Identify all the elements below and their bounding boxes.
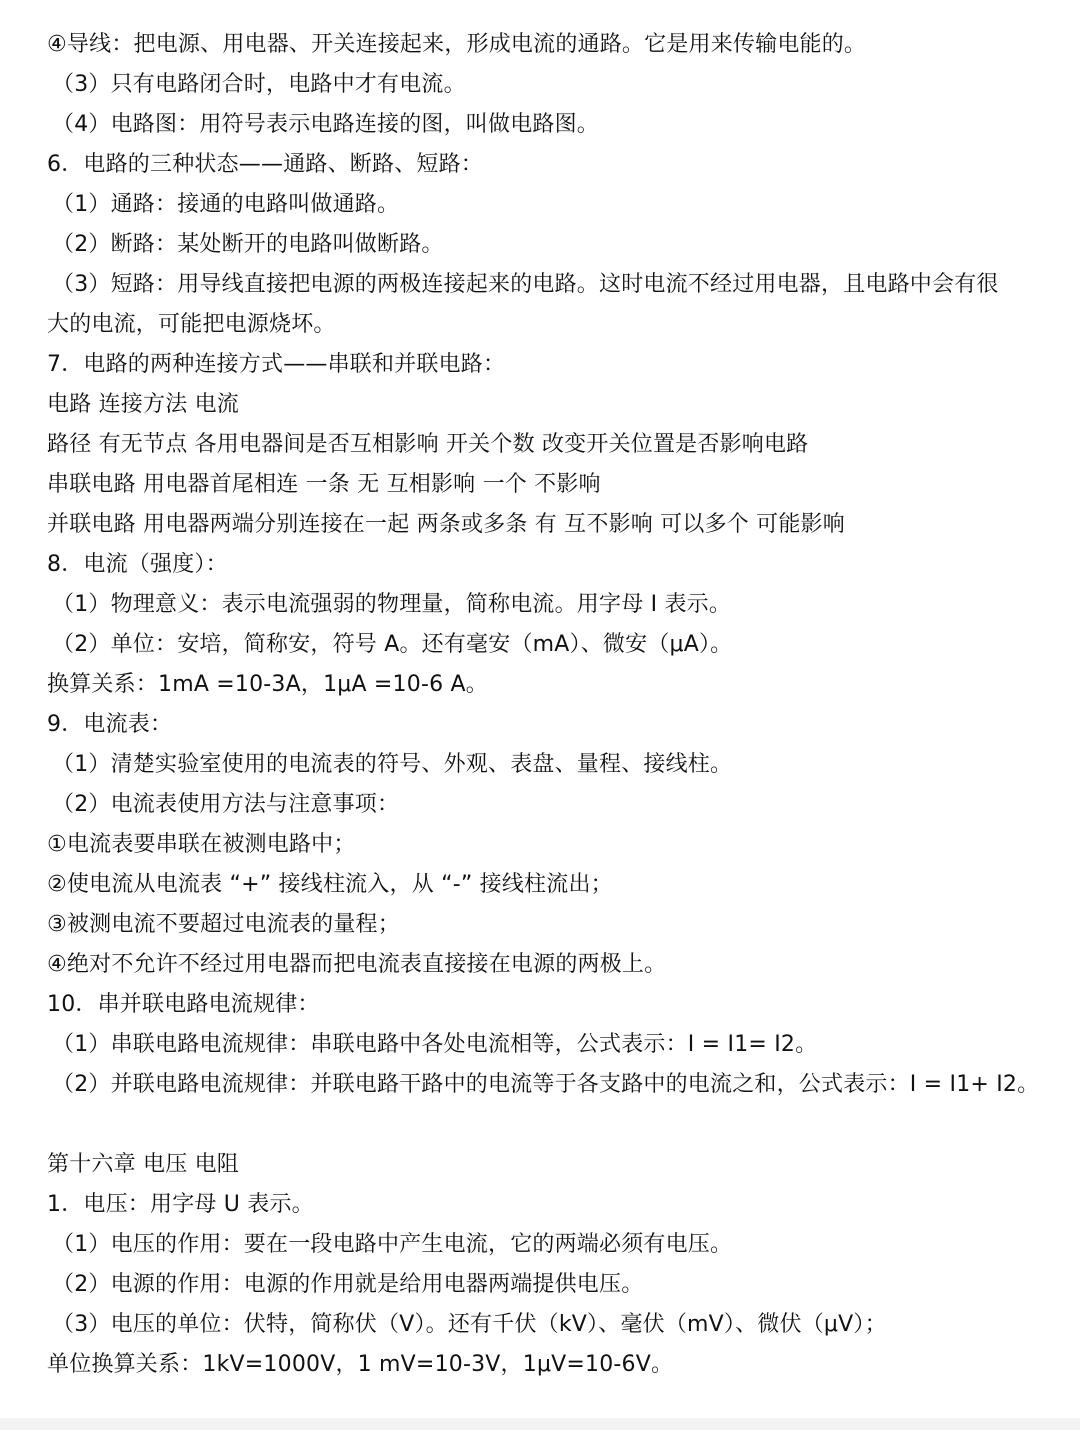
page-bottom-edge — [0, 1418, 1080, 1430]
comparison-header-line-2: 路径 有无节点 各用电器间是否互相影响 开关个数 改变开关位置是否影响电路 — [47, 432, 809, 457]
text-line-circuit-diagram: （4）电路图：用符号表示电路连接的图，叫做电路图。 — [52, 112, 599, 137]
text-line-current-conversion: 换算关系：1mA =10-3A，1μA =10-6 A。 — [47, 672, 488, 697]
text-line-ammeter-rule-3: ③被测电流不要超过电流表的量程； — [47, 912, 400, 937]
text-line-parallel-current-rule: （2）并联电路电流规律：并联电路干路中的电流等于各支路中的电流之和，公式表示：I = I1+ I2。 — [52, 1072, 1040, 1097]
text-line-ammeter-rule-2: ②使电流从电流表 “+” 接线柱流入，从 “-” 接线柱流出； — [47, 872, 613, 897]
section-heading-ammeter: 9．电流表： — [47, 712, 173, 737]
text-line-closed-path: （1）通路：接通的电路叫做通路。 — [52, 192, 400, 217]
text-line-short-circuit-continued: 大的电流，可能把电源烧坏。 — [47, 312, 336, 337]
section-heading-circuit-states: 6．电路的三种状态——通路、断路、短路： — [47, 152, 483, 177]
section-heading-current: 8．电流（强度）： — [47, 552, 228, 577]
section-heading-connection-methods: 7．电路的两种连接方式——串联和并联电路： — [47, 352, 506, 377]
text-line-power-source-role: （2）电源的作用：电源的作用就是给用电器两端提供电压。 — [52, 1272, 644, 1297]
section-heading-voltage: 1．电压：用字母 U 表示。 — [47, 1192, 314, 1217]
text-line-ammeter-features: （1）清楚实验室使用的电流表的符号、外观、表盘、量程、接线柱。 — [52, 752, 733, 777]
comparison-row-parallel: 并联电路 用电器两端分别连接在一起 两条或多条 有 互不影响 可以多个 可能影响 — [47, 512, 845, 537]
text-line-short-circuit: （3）短路：用导线直接把电源的两极连接起来的电路。这时电流不经过用电器，且电路中会有很 — [52, 272, 999, 297]
text-line-ammeter-usage: （2）电流表使用方法与注意事项： — [52, 792, 400, 817]
text-line-voltage-unit: （3）电压的单位：伏特，简称伏（V）。还有千伏（kV）、毫伏（mV）、微伏（μV）； — [52, 1312, 887, 1337]
text-line-current-unit: （2）单位：安培，简称安，符号 A。还有毫安（mA）、微安（μA）。 — [52, 632, 733, 657]
comparison-row-series: 串联电路 用电器首尾相连 一条 无 互相影响 一个 不影响 — [47, 472, 601, 497]
text-line-voltage-conversion: 单位换算关系：1kV=1000V，1 mV=10-3V，1μV=10-6V。 — [47, 1352, 674, 1377]
text-line-ammeter-rule-4: ④绝对不允许不经过用电器而把电流表直接接在电源的两极上。 — [47, 952, 667, 977]
section-heading-current-rules: 10．串并联电路电流规律： — [47, 992, 320, 1017]
text-line-conductor: ④导线：把电源、用电器、开关连接起来，形成电流的通路。它是用来传输电能的。 — [47, 32, 867, 57]
text-line-series-current-rule: （1）串联电路电流规律：串联电路中各处电流相等，公式表示：I = I1= I2。 — [52, 1032, 818, 1057]
chapter-heading-voltage-resistance: 第十六章 电压 电阻 — [47, 1152, 239, 1177]
text-line-current-meaning: （1）物理意义：表示电流强弱的物理量，简称电流。用字母 I 表示。 — [52, 592, 732, 617]
text-line-ammeter-rule-1: ①电流表要串联在被测电路中； — [47, 832, 356, 857]
text-line-voltage-role: （1）电压的作用：要在一段电路中产生电流，它的两端必须有电压。 — [52, 1232, 733, 1257]
text-line-open-circuit: （2）断路：某处断开的电路叫做断路。 — [52, 232, 444, 257]
comparison-header-line-1: 电路 连接方法 电流 — [47, 392, 239, 417]
text-line-closed-circuit: （3）只有电路闭合时，电路中才有电流。 — [52, 72, 466, 97]
